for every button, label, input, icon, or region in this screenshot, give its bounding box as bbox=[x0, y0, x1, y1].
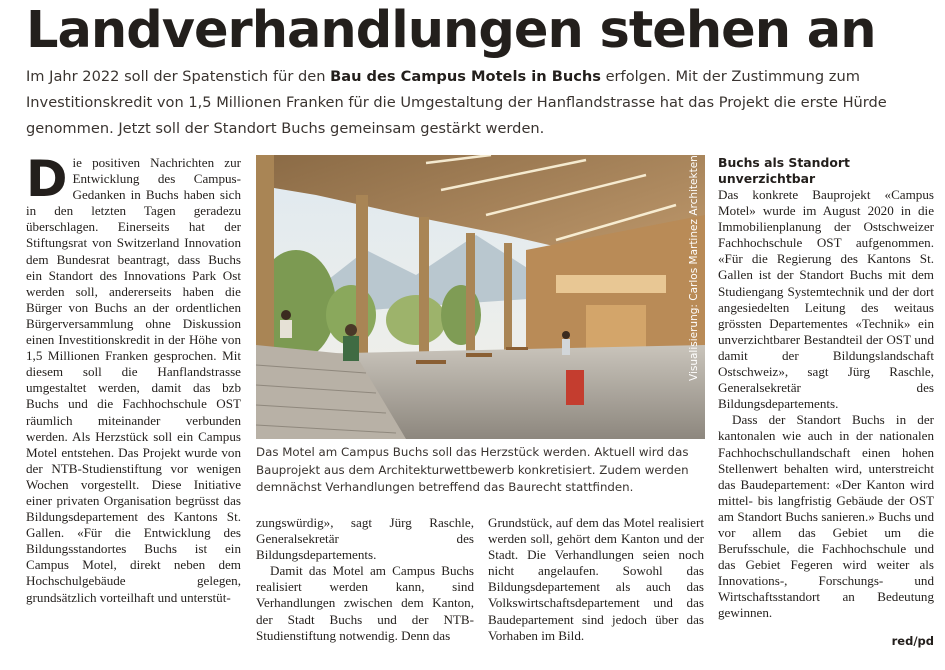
article-column-4 bbox=[718, 155, 934, 622]
article-column-2 bbox=[256, 515, 474, 644]
headline: Landverhandlungen stehen an bbox=[26, 1, 876, 60]
photo-caption: Das Motel am Campus Buchs soll das Herzstück werden. Aktuell wird das Bauprojekt aus dem Architekturwettbewerb konkretisiert. Zudem werden demnächst Verhandlungen betreffend das Baurecht stattfinden. bbox=[256, 445, 689, 494]
article-column-3 bbox=[488, 515, 704, 644]
body-paragraph: zungswürdig», sagt Jürg Raschle, Generalsekretär des Bildungsdepartements. bbox=[256, 515, 474, 563]
interior-rendering-image bbox=[256, 155, 705, 439]
lead-text-1: Im Jahr 2022 soll der Spatenstich für den bbox=[26, 68, 331, 85]
lead-text-2: erfolgen. Mit der Zustimmung zum Investitionskredit von 1,5 Millionen Franken für die Umgestaltung der Hanflandstrasse hat das Projekt die erste Hürde genommen. Jetzt soll der Standort Buchs gemeinsam gestärkt werden. bbox=[26, 68, 887, 137]
lead-paragraph bbox=[26, 64, 926, 142]
photo-credit: Visualisierung: Carlos Martinez Architekten bbox=[688, 155, 700, 381]
body-paragraph: Damit das Motel am Campus Buchs realisiert werden kann, sind Verhandlungen zwischen dem Kanton, der Stadt Buchs und der NTB-Studienstiftung notwendig. Denn das bbox=[256, 563, 474, 643]
campus-motel-visualization bbox=[256, 155, 705, 439]
body-paragraph: ie positiven Nachrichten zur Entwicklung des Campus-Gedanken in Buchs haben sich in den letzten Tagen geradezu überschlagen. Einerseits hat der Stiftungsrat von Switzerland Innovation dem Bundesrat beantragt, dass Buchs ein Standort des Innovations Park Ost werden soll, andererseits haben die Bürger von Buchs an der ordentlichen Bürgerversammlung ohne Diskussion einen Investitionskredit in der Höhe von 1,5 Millionen Franken gesprochen. Mit diesem soll die Hanflandstrasse umgestaltet werden, damit das bzb Buchs und die Fachhochschule OST räumlich miteinander verbunden werden. Als Herzstück soll ein Campus Motel entstehen. Das Projekt wurde von der NTB-Studienstiftung vor wenigen Wochen vorgestellt. Diese Initiative einer privaten Organisation begrüsst das Bildungsdepartement des Kantons St. Gallen. «Für die Entwicklung des Bildungsstandortes Buchs ist ein Campus Motel, direkt neben dem Hochschulgebäude gelegen, grundsätzlich vorteilhaft und unterstüt- bbox=[26, 155, 241, 605]
subheading: Buchs als Standort unverzichtbar bbox=[718, 155, 850, 186]
body-paragraph: Das konkrete Bauprojekt «Campus Motel» wurde im August 2020 in die Immobilienplanung der Ostschweizer Fachhochschule OST aufgenommen. «Für die Regierung des Kantons St. Gallen ist der Standort Buchs mit dem Studiengang Systemtechnik und der dort angesiedelten Leitung des weitaus grössten Departementes «Technik» ein unverzichtbarer Bestandteil der OST und damit der Bildungslandschaft Ostschweiz», sagt Jürg Raschle, Generalsekretär des Bildungsdepartements. bbox=[718, 187, 934, 412]
drop-cap: D bbox=[26, 150, 68, 208]
body-paragraph: Grundstück, auf dem das Motel realisiert werden soll, gehört dem Kanton und der Stadt. Die Verhandlungen seien noch nicht angelaufen. Sowohl das Bildungsdepartement als auch das Volkswirtschaftsdepartement und das Baudepartement sind jedoch über das Vorhaben im Bild. bbox=[488, 515, 704, 643]
author-signature: red/pd bbox=[891, 634, 934, 648]
body-paragraph: Dass der Standort Buchs in der kantonalen wie auch in der nationalen Fachhochschullandschaft einen hohen Stellenwert behalten wird, unterstreicht das Baudepartement: «Der Kanton wird mittel- bis langfristig Gebäude der OST am Standort Buchs sanieren.» Buchs und vor allem das Gebiet um die Berufsschule, die Fachhochschule und das Gebiet Fegeren wird weiter als Innovations-, Forschungs- und Wirtschaftsstandort an Bedeutung gewinnen. bbox=[718, 412, 934, 621]
article-column-1 bbox=[26, 150, 241, 606]
lead-bold: Bau des Campus Motels in Buchs bbox=[330, 68, 601, 85]
